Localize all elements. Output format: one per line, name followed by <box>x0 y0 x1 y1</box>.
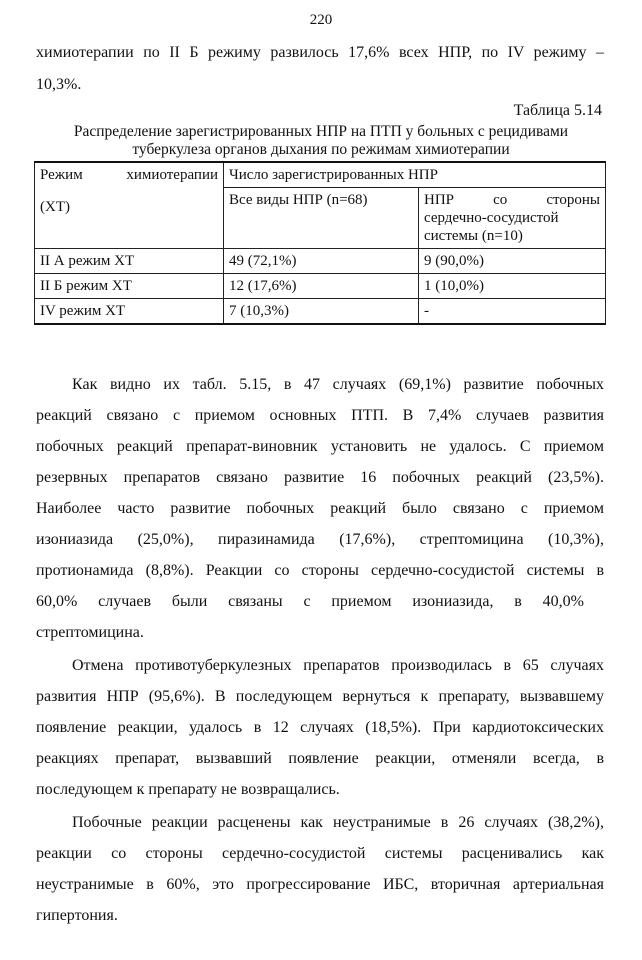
p1-line-8: 60,0% случаев были связаны с приемом изониазида, в 40,0% <box>36 593 584 610</box>
header-group-cell <box>224 162 606 188</box>
cardio-cell: - <box>419 299 606 325</box>
p1-line-6: изониазида (25,0%), пиразинамида (17,6%), стрептомицина (10,3%), <box>36 531 604 548</box>
header-cardio-word-1: НПР <box>424 192 455 208</box>
header-cardio-word-2: со <box>493 192 508 208</box>
p2-line-4: реакциях препарат, вызвавший появление реакции, отменяли всегда, в <box>36 750 604 767</box>
table-row <box>35 249 606 274</box>
regime-cell: IV режим ХТ <box>35 299 224 325</box>
p1-line-5: Наиболее часто развитие побочных реакций было связано с приемом <box>36 500 604 517</box>
p2-line-3: появление реакции, удалось в 12 случаях (18,5%). При кардиотоксических <box>36 719 604 736</box>
header-cardio-word-5: системы (n=10) <box>424 228 523 244</box>
table-title-line-2: туберкулеза органов дыхания по режимам химиотерапии <box>132 141 510 158</box>
p1-line-3: побочных реакций препарат-виновник установить не удалось. С приемом <box>36 438 604 455</box>
header-group-label: Число зарегистрированных НПР <box>229 167 438 183</box>
header-regime-word-2: химиотерапии <box>126 167 218 183</box>
header-regime-word-1: Режим <box>40 167 83 183</box>
header-all-label: Все виды НПР (n=68) <box>229 192 368 208</box>
header-cardio-word-4: сердечно-сосудистой <box>424 210 559 226</box>
regimen-table <box>34 161 606 325</box>
p1-line-1: Как видно их табл. 5.15, в 47 случаях (69,1%) развитие побочных <box>72 376 604 393</box>
table-row <box>35 299 606 325</box>
all-cell: 12 (17,6%) <box>224 274 419 299</box>
p1-line-9: стрептомицина. <box>36 624 144 641</box>
p2-line-5: последующем к препарату не возвращались. <box>36 781 340 798</box>
cardio-cell: 9 (90,0%) <box>419 249 606 274</box>
cardio-cell: 1 (10,0%) <box>419 274 606 299</box>
all-cell: 49 (72,1%) <box>224 249 419 274</box>
header-cardio-word-3: стороны <box>546 192 600 208</box>
p2-line-1: Отмена противотуберкулезных препаратов производилась в 65 случаях <box>72 657 604 674</box>
intro-line-1: химиотерапии по II Б режиму развилось 17,6% всех НПР, по IV режиму – <box>36 44 604 61</box>
table-title-line-1: Распределение зарегистрированных НПР на ПТП у больных с рецидивами <box>73 123 569 140</box>
p3-line-4: гипертония. <box>36 907 118 924</box>
p2-line-2: развития НПР (95,6%). В последующем вернуться к препарату, вызвавшему <box>36 688 604 705</box>
regime-cell: II А режим ХТ <box>35 249 224 274</box>
header-regime-cell <box>35 162 224 249</box>
regime-cell: II Б режим ХТ <box>35 274 224 299</box>
p1-line-7: протионамида (8,8%). Реакции со стороны сердечно-сосудистой системы в <box>36 562 604 579</box>
page-number: 220 <box>309 12 333 28</box>
p3-line-2: реакции со стороны сердечно-сосудистой системы расценивались как <box>36 845 604 862</box>
header-all-cell <box>224 188 419 249</box>
all-cell: 7 (10,3%) <box>224 299 419 325</box>
p3-line-1: Побочные реакции расценены как неустранимые в 26 случаях (38,2%), <box>72 814 604 831</box>
header-regime-word-3: (ХТ) <box>40 199 70 215</box>
intro-line-2: 10,3%. <box>36 76 82 93</box>
p1-line-4: резервных препаратов связано развитие 16 побочных реакций (23,5%). <box>36 469 604 486</box>
p1-line-2: реакций связано с приемом основных ПТП. В 7,4% случаев развития <box>36 407 604 424</box>
p3-line-3: неустранимые в 60%, это прогрессирование ИБС, вторичная артериальная <box>36 876 604 893</box>
header-cardio-cell <box>419 188 606 249</box>
table-row <box>35 274 606 299</box>
table-caption: Таблица 5.14 <box>513 102 602 119</box>
